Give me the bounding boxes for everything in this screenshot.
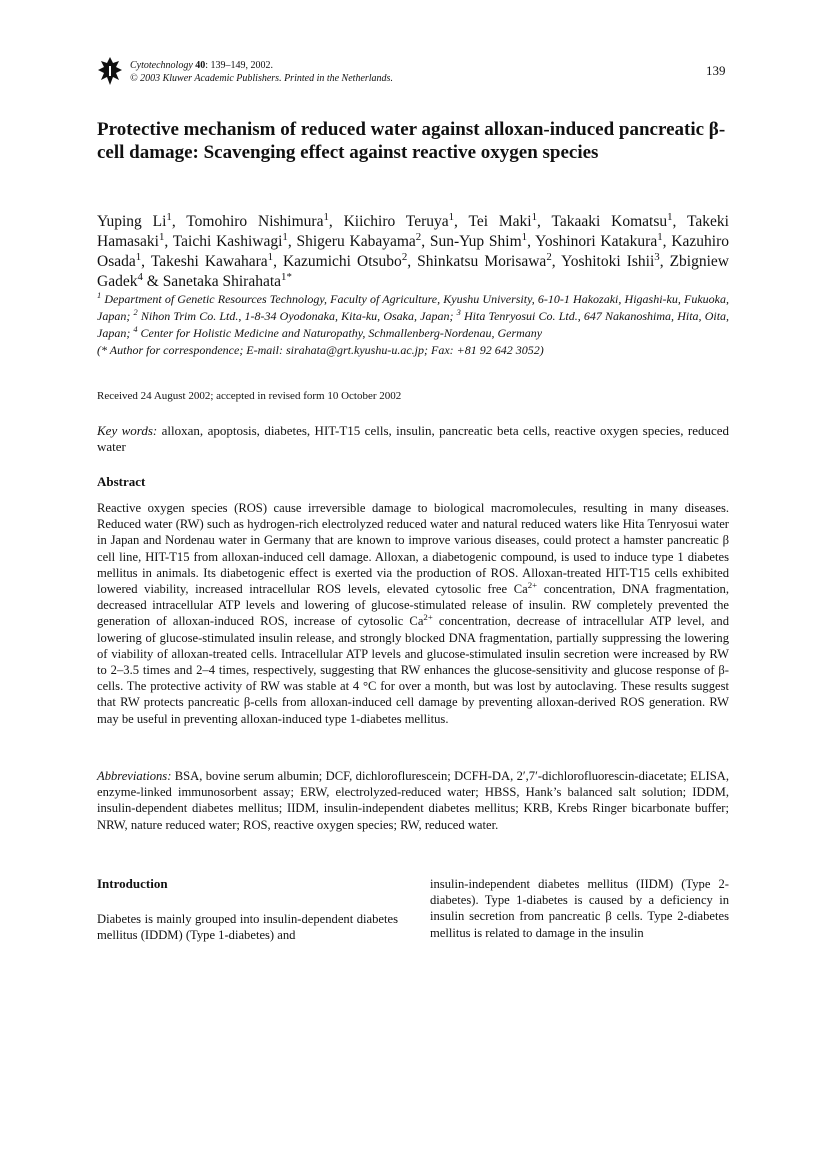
- author-affiliation-marker: 3: [654, 250, 660, 263]
- introduction-heading: Introduction: [97, 876, 168, 891]
- author-name: Shigeru Kabayama: [296, 233, 416, 250]
- abbreviations-label: Abbreviations:: [97, 769, 172, 783]
- abstract-part-1: Reactive oxygen species (ROS) cause irreversible damage to biological macromolecules, resulting in many diseases. Reduced water (RW) such as hydrogen-rich electrolyzed reduced water and natural reduced waters like Hita Tenryosui water in Japan and Nordenau water in Germany that are known to improve various diseases, could protect a hamster pancreatic β cell line, HIT-T15 from alloxan-induced cell damage. Alloxan, a diabetogenic compound, is used to induce type 1 diabetes mellitus in animals. Its diabetogenic effect is exerted via the production of ROS. Alloxan-treated HIT-T15 cells exhibited lowered viability, increased intracellular ROS levels, elevated cytosolic free Ca: [97, 501, 729, 597]
- author-name: Shinkatsu Morisawa: [417, 253, 547, 270]
- paper-title: Protective mechanism of reduced water against alloxan-induced pancreatic β-cell damage: Scavenging effect against reactive oxygen species: [97, 119, 726, 163]
- affiliation-4: Center for Holistic Medicine and Naturopathy, Schmallenberg-Nordenau, Germany: [140, 326, 543, 340]
- received-dates: Received 24 August 2002; accepted in revised form 10 October 2002: [97, 390, 402, 402]
- journal-citation: Cytotechnology 40: 139–149, 2002. © 2003 Kluwer Academic Publishers. Printed in the Netherlands.: [130, 60, 393, 84]
- keywords-label: Key words:: [97, 423, 158, 438]
- journal-pages: 139–149, 2002.: [210, 60, 274, 71]
- ca-superscript: 2+: [423, 612, 433, 623]
- author-name: Kiichiro Teruya: [343, 213, 449, 230]
- introduction-left-column: Diabetes is mainly grouped into insulin-dependent diabetes mellitus (IDDM) (Type 1-diabetes) and: [97, 912, 398, 943]
- author-affiliation-marker: 2: [401, 250, 408, 263]
- author-affiliation-marker: 1: [657, 230, 663, 243]
- affiliation-1: Department of Genetic Resources Technology, Faculty of Agriculture, Kyushu University, 6-10-1 Hakozaki, Higashi-ku, Fukuoka, Japan;: [97, 292, 729, 323]
- author-affiliation-marker: 1*: [281, 270, 292, 283]
- author-name: Kazumichi Otsubo: [282, 253, 402, 270]
- author-affiliation-marker: 1: [135, 250, 142, 263]
- publisher-line: © 2003 Kluwer Academic Publishers. Printed in the Netherlands.: [130, 73, 393, 84]
- journal-volume: 40: [195, 60, 206, 71]
- author-name: Yoshinori Katakura: [535, 233, 658, 250]
- author-affiliation-marker: 1: [521, 230, 528, 243]
- author-name: Yuping Li: [97, 213, 167, 230]
- correspondence: (* Author for correspondence; E-mail: sirahata@grt.kyushu-u.ac.jp; Fax: +81 92 642 3052): [97, 343, 544, 357]
- keywords: [97, 423, 729, 455]
- author-name: Sanetaka Shirahata: [162, 273, 282, 290]
- author-name: Kazuhiro Osada: [97, 233, 729, 270]
- author-affiliation-marker: 1: [166, 210, 172, 223]
- author-affiliation-marker: 2: [546, 250, 552, 263]
- author-affiliation-marker: 1: [448, 210, 455, 223]
- page-number: 139: [706, 63, 726, 78]
- author-affiliation-marker: 4: [137, 270, 143, 283]
- author-affiliation-marker: 1: [531, 210, 538, 223]
- author-name: Taichi Kashiwagi: [172, 233, 283, 250]
- abbreviations-text: BSA, bovine serum albumin; DCF, dichloroflurescein; DCFH-DA, 2′,7′-dichlorofluorescin-diacetate; ELISA, enzyme-linked immunosorbent assay; ERW, electrolyzed-reduced water; HBSS, Hank’s balanced salt solution; IDDM, insulin-dependent diabetes mellitus; IIDM, insulin-independent diabetes mellitus; KRB, Krebs Ringer bicarbonate buffer; NRW, nature reduced water; ROS, reactive oxygen species; RW, reduced water.: [97, 769, 729, 832]
- author-affiliation-marker: 1: [267, 250, 274, 263]
- author-name: Takaaki Komatsu: [551, 213, 668, 230]
- abbreviations: [97, 768, 729, 833]
- author-name: Takeki Hamasaki: [97, 213, 729, 250]
- author-affiliation-marker: 2: [415, 230, 422, 243]
- author-name: Sun-Yup Shim: [429, 233, 522, 250]
- abstract-body: [97, 500, 729, 727]
- author-list: Yuping Li$^1$, Tomohiro Nishimura$^1$, Kiichiro Teruya$^1$, Tei Maki$^1$, Takaaki Komatsu$^1$, Takeki Hamasaki$^1$, Taichi Kashiwagi$^1$, Shigeru Kabayama$^2$, Sun-Yup Shim$^1$, Yoshinori Katakura$^1$, Kazuhiro Osada$^1$, Takeshi Kawahara$^1$, Kazumichi Otsubo$^2$, Shinkatsu Morisawa$^2$, Yoshitoki Ishii$^3$, Zbigniew Gadek$^4$ & Sanetaka Shirahata$^{1*}$: [97, 210, 729, 290]
- affiliation-2: Nihon Trim Co. Ltd., 1-8-34 Oyodonaka, Kita-ku, Osaka, Japan;: [140, 309, 454, 323]
- author-affiliation-marker: 1: [282, 230, 288, 243]
- author-name: Tomohiro Nishimura: [186, 213, 324, 230]
- abstract-part-2: concentration, DNA fragmentation, decreased intracellular ATP levels and lowering of glucose-stimulated release of insulin. RW completely prevented the generation of alloxan-induced ROS, increase of cytosolic Ca: [97, 582, 729, 629]
- affiliations: $^1$ Department of Genetic Resources Technology, Faculty of Agriculture, Kyushu University, 6-10-1 Hakozaki, Higashi-ku, Fukuoka, Japan; $^2$ Nihon Trim Co. Ltd., 1-8-34 Oyodonaka, Kita-ku, Osaka, Japan; $^3$ Hita Tenryosui Co. Ltd., 647 Nakanoshima, Hita, Oita, Japan; $^4$ Center for Holistic Medicine and Naturopathy, Schmallenberg-Nordenau, Germany (* Author for correspondence; E-mail: sirahata@grt.kyushu-u.ac.jp; Fax: +81 92 642 3052): [97, 291, 730, 357]
- abstract-part-3: concentration, decrease of intracellular ATP level, and lowering of glucose-stimulated insulin release, and strongly blocked DNA fragmentation, partially suppressing the lowering of viability of alloxan-treated cells. Intracellular ATP levels and glucose-stimulated insulin secretion were increased by RW to 2–3.5 times and 2–4 times, respectively, suggesting that RW enhances the glucose-sensitivity and glucose response of β-cells. The protective activity of RW was stable at 4 °C for over a month, but was lost by autoclaving. These results suggest that RW protects pancreatic β-cells from alloxan-induced cell damage by preventing alloxan-derived ROS generation. RW may be useful in preventing alloxan-induced type 1-diabetes mellitus.: [97, 614, 729, 726]
- abstract-heading: Abstract: [97, 474, 146, 489]
- author-name: Tei Maki: [468, 213, 532, 230]
- author-name: Takeshi Kawahara: [150, 253, 268, 270]
- author-name: Yoshitoki Ishii: [561, 253, 655, 270]
- keywords-text: alloxan, apoptosis, diabetes, HIT-T15 cells, insulin, pancreatic beta cells, reactive oxygen species, reduced water: [97, 423, 730, 454]
- author-affiliation-marker: 1: [667, 210, 673, 223]
- affiliation-3: Hita Tenryosui Co. Ltd., 647 Nakanoshima, Hita, Oita, Japan;: [97, 309, 730, 340]
- author-name: Zbigniew Gadek: [97, 253, 729, 290]
- publisher-logo-icon: [97, 56, 123, 86]
- author-affiliation-marker: 1: [323, 210, 329, 223]
- author-affiliation-marker: 1: [158, 230, 165, 243]
- introduction-right-column: insulin-independent diabetes mellitus (IIDM) (Type 2-diabetes). Type 1-diabetes is caused by a deficiency in insulin secretion from pancreatic β cells. Type 2-diabetes mellitus is related to damage in the insulin: [430, 877, 729, 940]
- journal-name: Cytotechnology: [130, 60, 193, 71]
- ca-superscript: 2+: [527, 579, 538, 590]
